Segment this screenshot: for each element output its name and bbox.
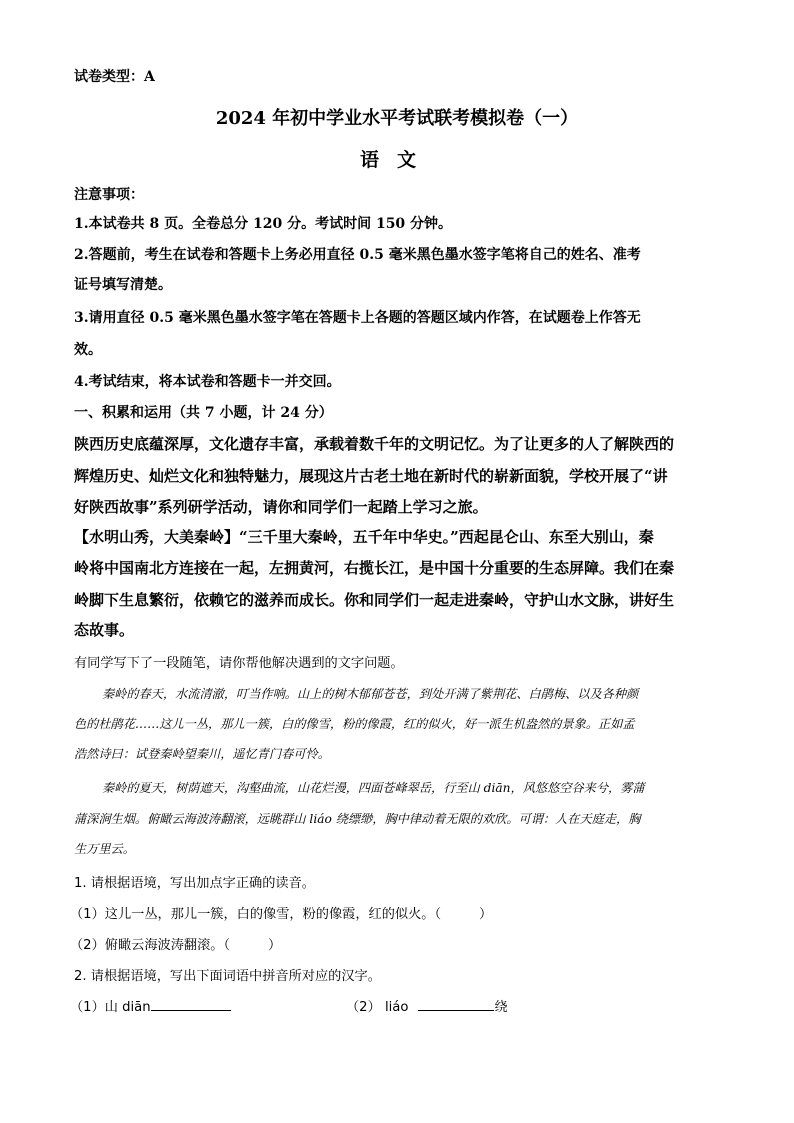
intro-line: 陕西历史底蕴深厚，文化遗存丰富，承载着数千年的文明记忆。为了让更多的人了解陕西的 [74,435,675,453]
note-item: 2.答题前，考生在试卷和答题卡上务必用直径 0.5 毫米黑色墨水签字笔将自己的姓名、准考 [74,247,641,263]
essay-line: 生万里云。 [74,842,135,856]
essay-line: 秦岭的春天，水流清澈，叮当作响。山上的树木郁郁苍苍，到处开满了紫荆花、白鹃梅、以及各种颜 [102,687,639,701]
question-2-stem: 2. 请根据语境，写出下面词语中拼音所对应的汉字。 [74,969,381,984]
question-1-stem: 1. 请根据语境，写出加点字正确的读音。 [74,876,315,891]
note-item: 1.本试卷共 8 页。全卷总分 120 分。考试时间 150 分钟。 [74,216,453,232]
question-2b-label: （2） liáo [346,1000,409,1015]
note-item: 3.请用直径 0.5 毫米黑色墨水签字笔在答题卡上各题的答题区域内作答，在试题卷上作答无 [74,310,641,326]
question-2a-label: （1）山 diān [70,1000,151,1015]
question-1b-close: ） [268,938,282,953]
essay-line: 色的杜鹃花……这儿一丛，那儿一簇，白的像雪，粉的像霞，红的似火，好一派生机盎然的景象。正如孟 [74,717,635,731]
theme-line: 态故事。 [74,621,135,639]
question-1a-close: ） [479,907,493,922]
question-1b-text: （2）俯瞰云海波涛翻滚。（ [70,938,231,953]
question-2a [70,996,231,1015]
question-1a-text: （1）这儿一丛，那儿一簇，白的像雪，粉的像霞，红的似火。（ [70,907,442,922]
theme-line: 岭脚下生息繁衍，依赖它的滋养而成长。你和同学们一起走进秦岭，守护山水文脉，讲好生 [74,591,675,609]
question-1b [70,934,281,953]
paper-type: 试卷类型：A [74,69,155,85]
note-item: 4.考试结束，将本试卷和答题卡一并交回。 [74,374,341,390]
essay-line: 蒲深涧生烟。俯瞰云海波涛翻滚，远眺群山 liáo 绕缥缈，胸中律动着无限的欢欣。可谓：人在天庭走，胸 [74,812,641,826]
note-item: 证号填写清楚。 [74,277,172,293]
subject-title: 语文 [359,149,434,171]
intro-line: 好陕西故事”系列研学活动，请你和同学们一起踏上学习之旅。 [74,498,488,516]
essay-line: 浩然诗曰：试登秦岭望秦川，遥忆青门春可怜。 [74,747,330,761]
essay-line: 秦岭的夏天，树荫遮天，沟壑曲流，山花烂漫，四面苍峰翠岳，行至山 diān，风悠悠空谷来兮，雾蒲 [102,781,645,795]
answer-blank-2a[interactable] [151,996,231,1011]
note-item: 效。 [74,342,102,358]
question-2b [346,996,508,1015]
theme-line: 【水明山秀，大美秦岭】“三千里大秦岭，五千年中华史。”西起昆仑山、东至大别山，秦 [74,528,654,546]
theme-line: 岭将中国南北方连接在一起，左拥黄河，右揽长江，是中国十分重要的生态屏障。我们在秦 [74,559,675,577]
answer-blank-2b[interactable] [418,996,494,1011]
question-1a [70,903,492,922]
section-heading: 一、积累和运用（共 7 小题，计 24 分） [74,405,333,421]
exam-title: 2024 年初中学业水平考试联考模拟卷（一） [215,108,579,129]
intro-line: 辉煌历史、灿烂文化和独特魅力，展现这片古老土地在新时代的崭新面貌，学校开展了“讲 [74,467,668,485]
question-2b-suffix: 绕 [494,1000,508,1015]
notes-heading: 注意事项： [74,187,144,203]
task-text: 有同学写下了一段随笔，请你帮他解决遇到的文字问题。 [74,656,404,671]
